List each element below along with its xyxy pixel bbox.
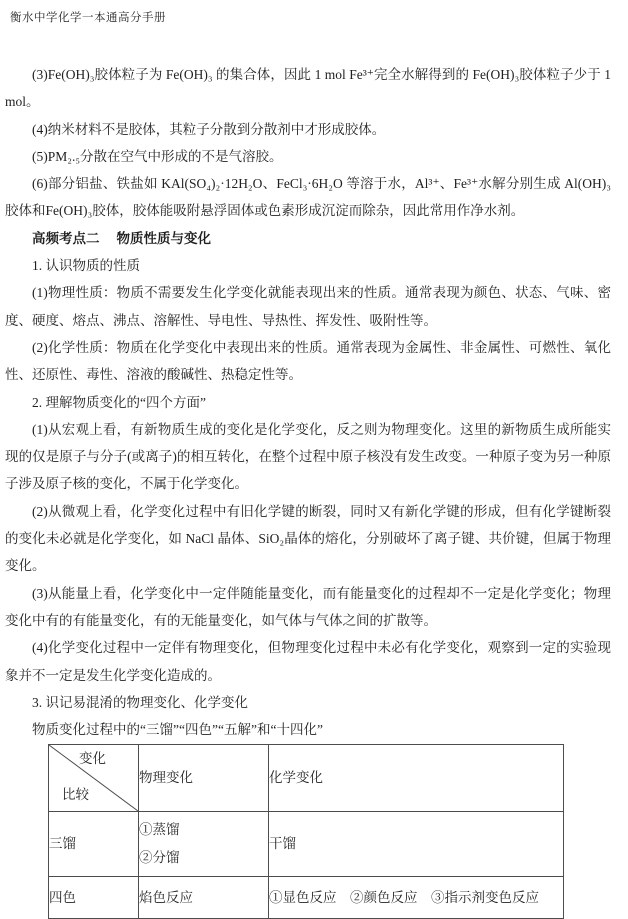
table-row [49, 812, 564, 877]
sub-heading: 2. 理解物质变化的“四个方面” [32, 394, 206, 410]
column-header-physical: 物理变化 [139, 745, 269, 812]
document-body [0, 61, 628, 919]
paragraph: (3)从能量上看，化学变化中一定伴随能量变化，而有能量变化的过程却不一定是化学变化；物理变化中有的有能量变化，有的无能量变化，如气体与气体之间的扩散等。 [5, 585, 611, 628]
table-corner-cell [49, 745, 139, 812]
paragraph: (5)PM₂.₅分散在空气中形成的不是气溶胶。 [32, 148, 283, 164]
sub-heading: 1. 认识物质的性质 [32, 258, 140, 274]
corner-label-change: 变化 [79, 751, 106, 767]
paragraph: (4)纳米材料不是胶体，其粒子分散到分散剂中才形成胶体。 [32, 121, 386, 137]
table-row [49, 877, 564, 919]
paragraph: (1)物理性质：物质不需要发生化学变化就能表现出来的性质。通常表现为颜色、状态、气味、密度、硬度、熔点、沸点、溶解性、导电性、导热性、挥发性、吸附性等。 [5, 285, 611, 328]
column-header-chemical: 化学变化 [269, 745, 564, 812]
section-heading [5, 225, 611, 252]
sub-heading: 3. 识记易混淆的物理变化、化学变化 [32, 694, 248, 710]
section-heading-title: 物质性质与变化 [116, 230, 211, 246]
cell-chemical: 干馏 [269, 812, 564, 877]
paragraph: (2)化学性质：物质在化学变化中表现出来的性质。通常表现为金属性、非金属性、可燃性、氧化性、还原性、毒性、溶液的酸碱性、热稳定性等。 [5, 339, 611, 383]
cell-physical: 焰色反应 [139, 877, 269, 919]
cell-physical [139, 812, 269, 877]
cell-line: ①蒸馏 [139, 822, 180, 838]
paragraph: (1)从宏观上看，有新物质生成的变化是化学变化，反之则为物理变化。这里的新物质生成所能实现的仅是原子与分子(或离子)的相互转化，在整个过程中原子核没有发生改变。一种原子变为另一种原子涉及原子核的变化，不属于化学变化。 [5, 421, 611, 492]
row-label: 三馏 [49, 812, 139, 877]
cell-line: ②分馏 [139, 850, 180, 866]
paragraph: (3)Fe(OH)₃胶体粒子为 Fe(OH)₃ 的集合体，因此 1 mol Fe³⁺完全水解得到的 Fe(OH)₃胶体粒子少于 1 mol。 [5, 67, 611, 110]
comparison-table [48, 744, 564, 919]
corner-label-compare: 比较 [62, 787, 89, 803]
paragraph: (4)化学变化过程中一定伴有物理变化，但物理变化过程中未必有化学变化，观察到一定的实验现象并不一定是发生化学变化造成的。 [5, 640, 611, 683]
book-title-header: 衡水中学化学一本通高分手册 [10, 12, 166, 24]
row-label: 四色 [49, 877, 139, 919]
paragraph: (2)从微观上看，化学变化过程中有旧化学键的断裂，同时又有新化学键的形成，但有化学键断裂的变化未必就是化学变化，如 NaCl 晶体、SiO₂晶体的熔化，分别破坏了离子键、共价键，但属于物理变化。 [5, 503, 611, 574]
cell-chemical: ①显色反应 ②颜色反应 ③指示剂变色反应 [269, 877, 564, 919]
section-heading-label: 高频考点二 [32, 230, 100, 246]
paragraph: (6)部分铝盐、铁盐如 KAl(SO₄)₂·12H₂O、FeCl₃·6H₂O 等溶于水，Al³⁺、Fe³⁺水解分别生成 Al(OH)₃ 胶体和Fe(OH)₃胶体，胶体能吸附悬浮固体或色素形成沉淀而除杂，因此常用作净水剂。 [5, 176, 611, 219]
table-header-row [49, 745, 564, 812]
paragraph: 物质变化过程中的“三馏”“四色”“五解”和“十四化” [32, 722, 323, 738]
